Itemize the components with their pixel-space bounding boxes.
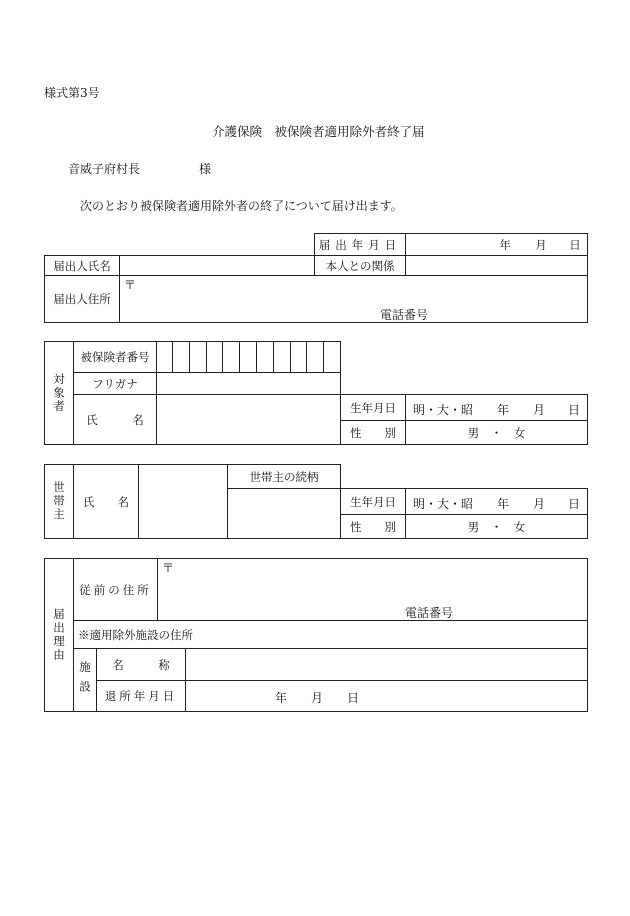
discharge-day-unit: 日 [347,691,360,705]
postal-mark: 〒 [124,278,137,292]
notify-month-unit: 月 [535,237,547,252]
insured-number-field[interactable] [157,342,340,372]
addressee-name: 音威子府村長 [68,162,141,176]
household-gender-label: 性 別 [350,519,396,534]
notifier-name-field[interactable] [120,256,314,275]
reason-phone-label: 電話番号 [405,606,454,620]
notifier-phone-label: 電話番号 [380,308,429,322]
discharge-date-label: 退所年月日 [104,689,178,703]
subject-section-label: 対象者 [52,372,66,414]
subject-name-label: 氏 名 [86,412,144,427]
household-gender-options[interactable]: 男 ・ 女 [467,519,526,534]
subject-birth-label: 生年月日 [350,400,396,415]
prev-address-label: 従前の住所 [79,582,152,597]
notifier-address-label: 届出人住所 [53,292,111,306]
facility-address-field[interactable] [260,622,580,647]
subject-name-field[interactable] [157,395,340,444]
notify-date-label: 届出年月日 [318,237,402,252]
reason-postal-mark: 〒 [162,561,175,575]
household-birth-eras[interactable]: 明・大・昭 [413,497,474,511]
household-name-field[interactable] [139,465,227,538]
relation-label: 本人との関係 [325,258,395,273]
notify-date-field[interactable] [406,234,486,255]
notify-year-unit: 年 [499,237,511,252]
household-birth-day: 日 [568,497,581,511]
discharge-month-unit: 月 [311,691,324,705]
subject-birth-day: 日 [568,403,581,417]
subject-gender-label: 性 別 [350,425,396,440]
discharge-year-unit: 年 [275,691,288,705]
household-birth-month: 月 [533,497,546,511]
household-birth-label: 生年月日 [350,494,396,509]
relation-field[interactable] [406,256,587,275]
subject-birth-year: 年 [497,403,510,417]
subject-birth-eras[interactable]: 明・大・昭 [413,403,474,417]
form-title: 介護保険 被保険者適用除外者終了届 [212,124,425,139]
notifier-name-label: 届出人氏名 [53,258,111,273]
subject-birth-month: 月 [533,403,546,417]
household-relation-label: 世帯主の続柄 [249,469,319,484]
household-relation-field[interactable] [228,489,340,538]
reason-section-label: 届出理由 [52,608,66,662]
intro-text: 次のとおり被保険者適用除外者の終了について届け出ます。 [80,199,403,213]
household-name-label: 氏 名 [83,494,129,509]
addressee-honorific: 様 [199,162,212,176]
furigana-label: フリガナ [92,376,138,391]
facility-name-field[interactable] [186,649,587,680]
insured-number-label: 被保険者番号 [80,350,150,364]
facility-label: 施設 [78,660,92,700]
form-number: 様式第3号 [44,86,100,100]
subject-gender-options[interactable]: 男 ・ 女 [467,425,526,440]
notify-day-unit: 日 [569,237,581,252]
facility-name-label: 名 称 [112,657,170,672]
furigana-field[interactable] [157,373,340,394]
prev-address-field[interactable] [178,562,578,598]
facility-address-label: ※適用除外施設の住所 [78,627,193,642]
household-section-label: 世帯主 [52,481,66,522]
household-birth-year: 年 [497,497,510,511]
notifier-address-field[interactable] [140,278,580,302]
